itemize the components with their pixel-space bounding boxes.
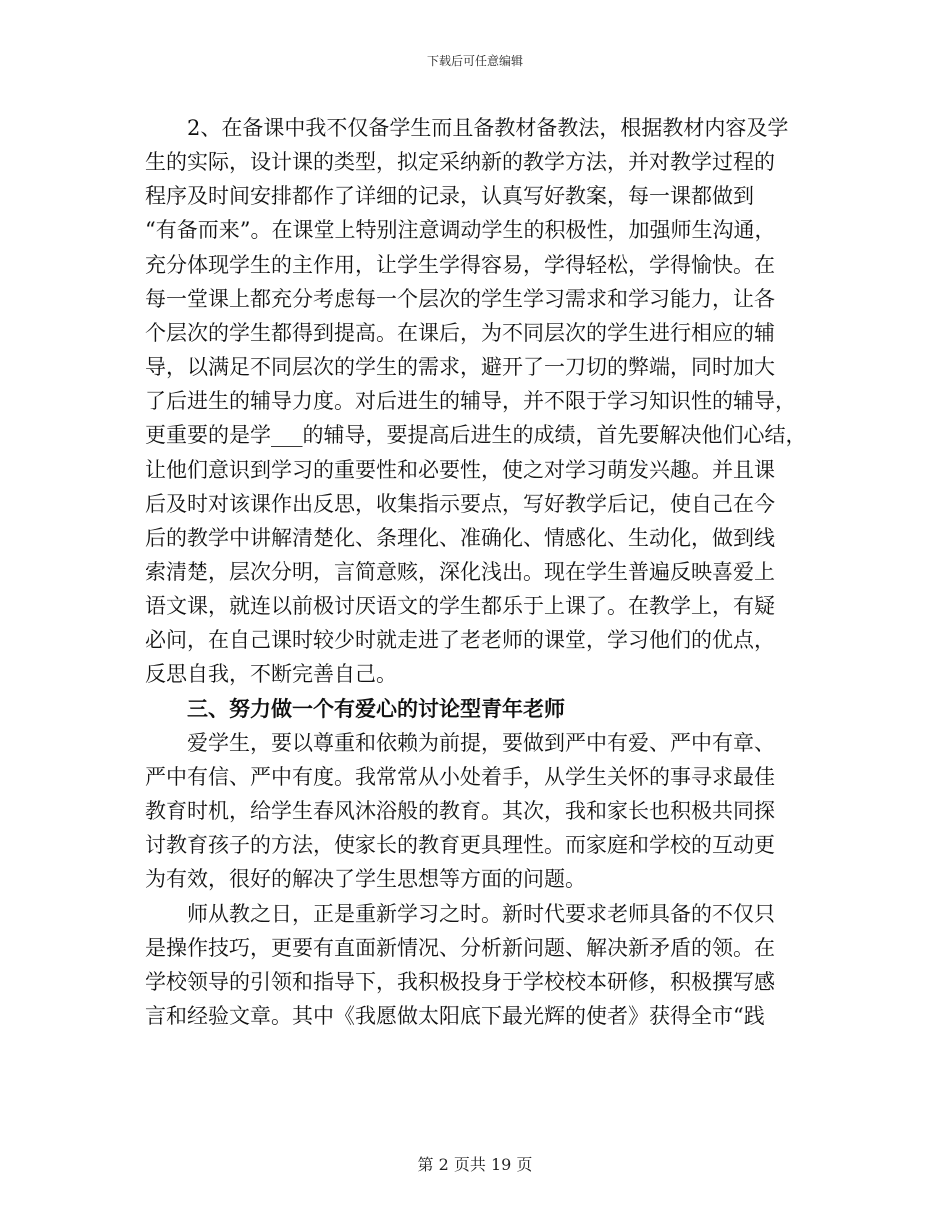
page-footer: 第 2 页共 19 页 [417, 1155, 533, 1174]
section-heading: 三、努力做一个有爱心的讨论型青年老师 [187, 696, 565, 721]
text-line: 是操作技巧，更要有直面新情况、分析新问题、解决新矛盾的领。在 [145, 936, 775, 960]
text-line: 了后进生的辅导力度。对后进生的辅导，并不限于学习知识性的辅导， [145, 389, 796, 413]
text-line: “有备而来”。在课堂上特别注意调动学生的积极性，加强师生沟通， [145, 218, 776, 242]
text-line: 必问，在自己课时较少时就走进了老老师的课堂，学习他们的优点， [145, 628, 775, 652]
text-line: 严中有信、严中有度。我常常从小处着手，从学生关怀的事寻求最佳 [145, 765, 775, 789]
text-line: 反思自我，不断完善自己。 [145, 662, 397, 686]
text-line: 语文课，就连以前极讨厌语文的学生都乐于上课了。在教学上，有疑 [145, 594, 775, 618]
text-line: 教育时机，给学生春风沐浴般的教育。其次，我和家长也积极共同探 [145, 799, 775, 823]
text-line: 讨教育孩子的方法，使家长的教育更具理性。而家庭和学校的互动更 [145, 833, 775, 857]
text-line: 充分体现学生的主作用，让学生学得容易，学得轻松，学得愉快。在 [145, 253, 775, 277]
text-line: 让他们意识到学习的重要性和必要性，使之对学习萌发兴趣。并且课 [145, 458, 775, 482]
page-header: 下载后可任意编辑 [426, 54, 523, 68]
text-line: 师从教之日，正是重新学习之时。新时代要求老师具备的不仅只 [187, 902, 775, 926]
text-line: 程序及时间安排都作了详细的记录，认真写好教案，每一课都做到 [145, 184, 754, 208]
text-line: 每一堂课上都充分考虑每一个层次的学生学习需求和学习能力，让各 [145, 287, 775, 311]
text-line: 导，以满足不同层次的学生的需求，避开了一刀切的弊端，同时加大 [145, 355, 775, 379]
text-line: 后的教学中讲解清楚化、条理化、准确化、情感化、生动化，做到线 [145, 526, 775, 550]
text-line: 个层次的学生都得到提高。在课后，为不同层次的学生进行相应的辅 [145, 321, 775, 345]
text-line: 后及时对该课作出反思，收集指示要点，写好教学后记，使自己在今 [145, 492, 775, 516]
text-line: 生的实际，设计课的类型，拟定采纳新的教学方法，并对教学过程的 [145, 150, 775, 174]
text-line: 言和经验文章。其中《我愿做太阳底下最光辉的使者》获得全市“践 [145, 1004, 765, 1028]
text-line: 索清楚，层次分明，言简意赅，深化浅出。现在学生普遍反映喜爱上 [145, 560, 775, 584]
text-line: 学校领导的引领和指导下，我积极投身于学校校本研修，积极撰写感 [145, 970, 775, 994]
text-line: 爱学生，要以尊重和依赖为前提，要做到严中有爱、严中有章、 [187, 731, 775, 755]
text-line: 为有效，很好的解决了学生思想等方面的问题。 [145, 867, 586, 891]
text-line: 2、在备课中我不仅备学生而且备教材备教法，根据教材内容及学 [187, 116, 789, 140]
text-line: 更重要的是学___的辅导，要提高后进生的成绩，首先要解决他们心结， [145, 423, 807, 447]
